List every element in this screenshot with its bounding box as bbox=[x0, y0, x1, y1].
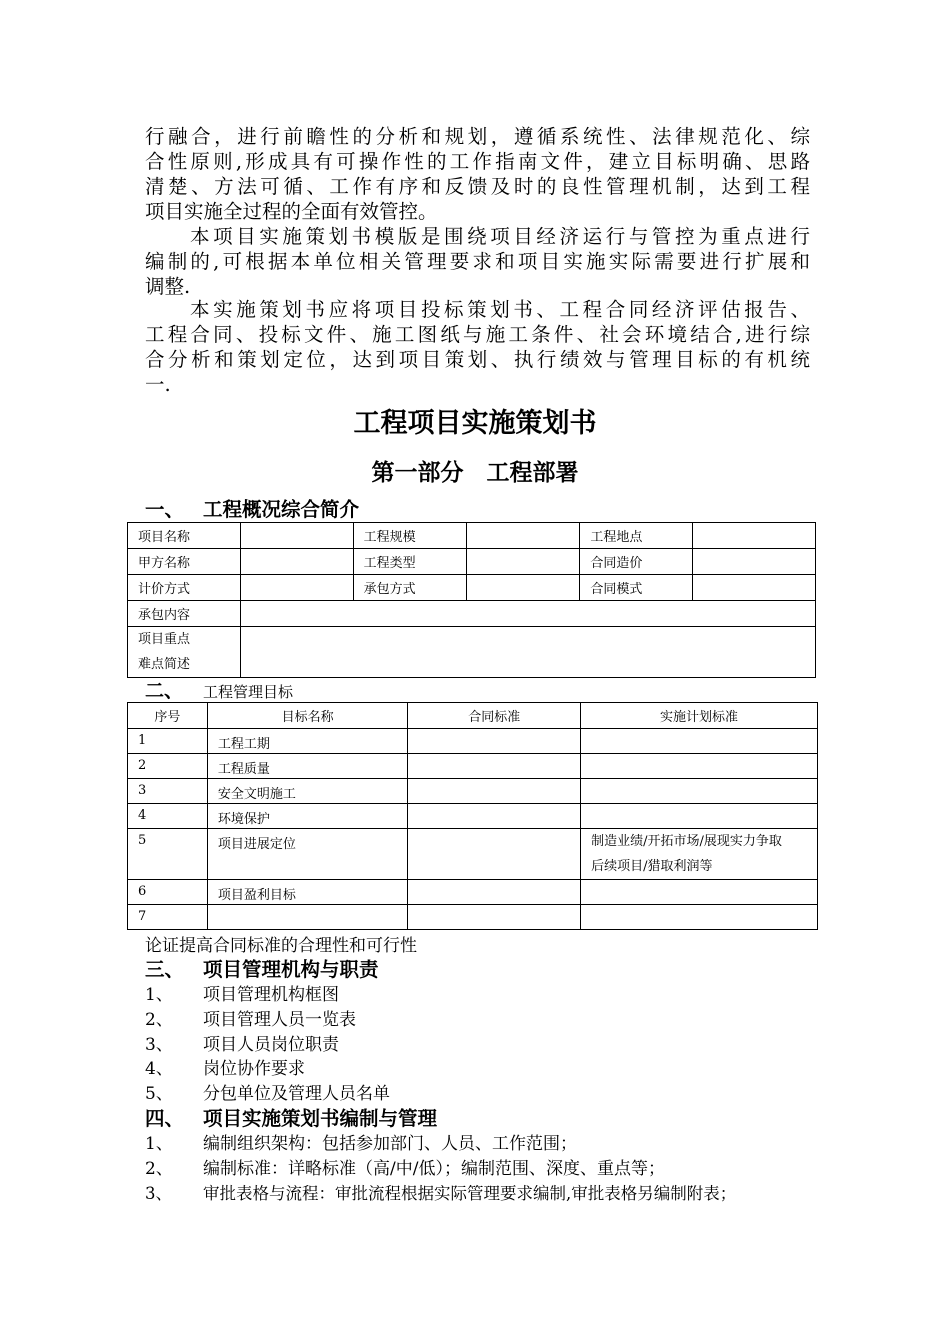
section-number: 一、 bbox=[145, 498, 185, 521]
section-number: 二、 bbox=[145, 680, 184, 702]
part-title: 第一部分 工程部署 bbox=[371, 459, 579, 486]
table-cell-difficulty bbox=[240, 627, 815, 678]
plan-standard bbox=[581, 905, 818, 930]
column-header: 实施计划标准 bbox=[581, 703, 818, 729]
table-row bbox=[128, 804, 818, 829]
intro-paragraph-2 bbox=[145, 224, 810, 299]
goals-note: 论证提高合同标准的合理性和可行性 bbox=[145, 936, 417, 956]
goal-name bbox=[207, 905, 408, 930]
goal-name: 安全文明施工 bbox=[207, 779, 408, 804]
table-cell: 工程规模 bbox=[353, 523, 466, 549]
goal-name: 项目进展定位 bbox=[207, 829, 408, 880]
plan-standard bbox=[581, 779, 818, 804]
list-item bbox=[145, 1008, 356, 1032]
table-cell-content bbox=[240, 601, 815, 627]
item-number: 1、 bbox=[145, 1134, 173, 1154]
item-number: 5、 bbox=[145, 1084, 173, 1104]
section-title: 工程概况综合简介 bbox=[203, 498, 360, 521]
item-text: 审批表格与流程：审批流程根据实际管理要求编制,审批表格另编制附表； bbox=[203, 1184, 737, 1203]
column-header: 序号 bbox=[128, 703, 208, 729]
row-number: 2 bbox=[128, 754, 208, 779]
cell-line: 制造业绩/开拓市场/展现实力争取 bbox=[591, 834, 782, 849]
section-title: 项目管理机构与职责 bbox=[203, 958, 379, 981]
table-cell bbox=[240, 549, 353, 575]
table-row bbox=[128, 829, 818, 880]
contract-standard bbox=[408, 880, 581, 905]
text-line: 合性原则,形成具有可操作性的工作指南文件，建立目标明确、思路 bbox=[145, 150, 810, 173]
table-cell bbox=[128, 627, 241, 678]
table-cell: 承包内容 bbox=[128, 601, 241, 627]
item-number: 1、 bbox=[145, 985, 173, 1005]
column-header: 合同标准 bbox=[408, 703, 581, 729]
item-number: 2、 bbox=[145, 1010, 173, 1030]
contract-standard bbox=[408, 804, 581, 829]
text-line: 本项目实施策划书模版是围绕项目经济运行与管控为重点进行 bbox=[190, 225, 810, 248]
contract-standard bbox=[408, 779, 581, 804]
table-cell bbox=[466, 549, 580, 575]
section-1-heading bbox=[145, 496, 359, 524]
goal-name: 工程工期 bbox=[207, 729, 408, 754]
text-line: 行融合，进行前瞻性的分析和规划，遵循系统性、法律规范化、综 bbox=[145, 125, 810, 148]
plan-standard bbox=[581, 754, 818, 779]
cell-line: 项目重点 bbox=[138, 632, 191, 647]
item-text: 编制组织架构：包括参加部门、人员、工作范围； bbox=[203, 1134, 577, 1154]
row-number: 1 bbox=[128, 729, 208, 754]
table-cell: 工程类型 bbox=[353, 549, 466, 575]
table-cell bbox=[466, 575, 580, 601]
contract-standard bbox=[408, 829, 581, 880]
list-item bbox=[145, 1033, 339, 1057]
section-title: 工程管理目标 bbox=[203, 683, 294, 701]
section-number: 四、 bbox=[145, 1107, 185, 1130]
table-row bbox=[128, 549, 816, 575]
goal-name: 工程质量 bbox=[207, 754, 408, 779]
item-number: 3、 bbox=[145, 1184, 172, 1203]
goal-name: 环境保护 bbox=[207, 804, 408, 829]
intro-paragraph-3 bbox=[145, 297, 810, 397]
management-goals-table bbox=[127, 702, 818, 930]
table-cell bbox=[693, 575, 816, 601]
item-text: 岗位协作要求 bbox=[203, 1059, 305, 1079]
table-cell bbox=[693, 523, 816, 549]
plan-standard bbox=[581, 804, 818, 829]
table-row bbox=[128, 779, 818, 804]
list-item bbox=[145, 1057, 305, 1081]
table-row bbox=[128, 729, 818, 754]
list-item bbox=[145, 1157, 665, 1181]
table-header-row bbox=[128, 703, 818, 729]
table-cell bbox=[466, 523, 580, 549]
contract-standard bbox=[408, 754, 581, 779]
table-cell: 合同造价 bbox=[580, 549, 693, 575]
contract-standard bbox=[408, 729, 581, 754]
row-number: 6 bbox=[128, 880, 208, 905]
text-line: 本实施策划书应将项目投标策划书、工程合同经济评估报告、 bbox=[190, 298, 810, 321]
row-number: 3 bbox=[128, 779, 208, 804]
plan-standard bbox=[581, 829, 818, 880]
item-number: 4、 bbox=[145, 1059, 173, 1079]
section-title: 项目实施策划书编制与管理 bbox=[203, 1107, 438, 1130]
contract-standard bbox=[408, 905, 581, 930]
list-item bbox=[145, 1082, 390, 1106]
item-text: 项目人员岗位职责 bbox=[203, 1035, 339, 1055]
row-number: 4 bbox=[128, 804, 208, 829]
item-text: 分包单位及管理人员名单 bbox=[203, 1084, 390, 1104]
text-line: 调整. bbox=[145, 275, 191, 298]
table-cell bbox=[240, 575, 353, 601]
item-text: 项目管理机构框图 bbox=[203, 985, 339, 1005]
section-4-heading bbox=[145, 1106, 437, 1132]
table-row bbox=[128, 523, 816, 549]
row-number: 7 bbox=[128, 905, 208, 930]
table-row bbox=[128, 575, 816, 601]
table-row bbox=[128, 754, 818, 779]
cell-line: 后续项目/猎取利润等 bbox=[591, 859, 713, 874]
overview-table bbox=[127, 522, 816, 678]
table-cell: 项目名称 bbox=[128, 523, 241, 549]
table-cell: 合同模式 bbox=[580, 575, 693, 601]
table-cell bbox=[693, 549, 816, 575]
text-line: 清楚、方法可循、工作有序和反馈及时的良性管理机制，达到工程 bbox=[145, 175, 810, 198]
cell-line: 难点简述 bbox=[138, 657, 191, 672]
text-line: 编制的,可根据本单位相关管理要求和项目实施实际需要进行扩展和 bbox=[145, 250, 810, 273]
list-item bbox=[145, 983, 339, 1007]
plan-standard bbox=[581, 729, 818, 754]
table-cell: 计价方式 bbox=[128, 575, 241, 601]
goal-name: 项目盈利目标 bbox=[207, 880, 408, 905]
item-number: 3、 bbox=[145, 1035, 173, 1055]
row-number: 5 bbox=[128, 829, 208, 880]
table-row bbox=[128, 905, 818, 930]
table-cell bbox=[240, 523, 353, 549]
plan-standard bbox=[581, 880, 818, 905]
column-header: 目标名称 bbox=[207, 703, 408, 729]
section-2-heading bbox=[145, 678, 293, 705]
item-text: 项目管理人员一览表 bbox=[203, 1010, 356, 1030]
list-item bbox=[145, 1132, 577, 1156]
text-line: 工程合同、投标文件、施工图纸与施工条件、社会环境结合,进行综 bbox=[145, 323, 810, 346]
intro-paragraph-1 bbox=[145, 124, 810, 224]
section-number: 三、 bbox=[145, 958, 185, 981]
text-line: 一. bbox=[145, 373, 171, 396]
list-item bbox=[145, 1182, 736, 1206]
table-cell: 工程地点 bbox=[580, 523, 693, 549]
table-row bbox=[128, 880, 818, 905]
table-cell: 甲方名称 bbox=[128, 549, 241, 575]
text-line: 合分析和策划定位，达到项目策划、执行绩效与管理目标的有机统 bbox=[145, 348, 810, 371]
table-row bbox=[128, 627, 816, 678]
item-text: 编制标准：详略标准（高/中/低）；编制范围、深度、重点等； bbox=[203, 1159, 665, 1179]
item-number: 2、 bbox=[145, 1159, 173, 1179]
text-line: 项目实施全过程的全面有效管控。 bbox=[145, 200, 438, 223]
document-title: 工程项目实施策划书 bbox=[353, 408, 597, 439]
table-cell: 承包方式 bbox=[353, 575, 466, 601]
section-3-heading bbox=[145, 957, 379, 983]
table-row bbox=[128, 601, 816, 627]
